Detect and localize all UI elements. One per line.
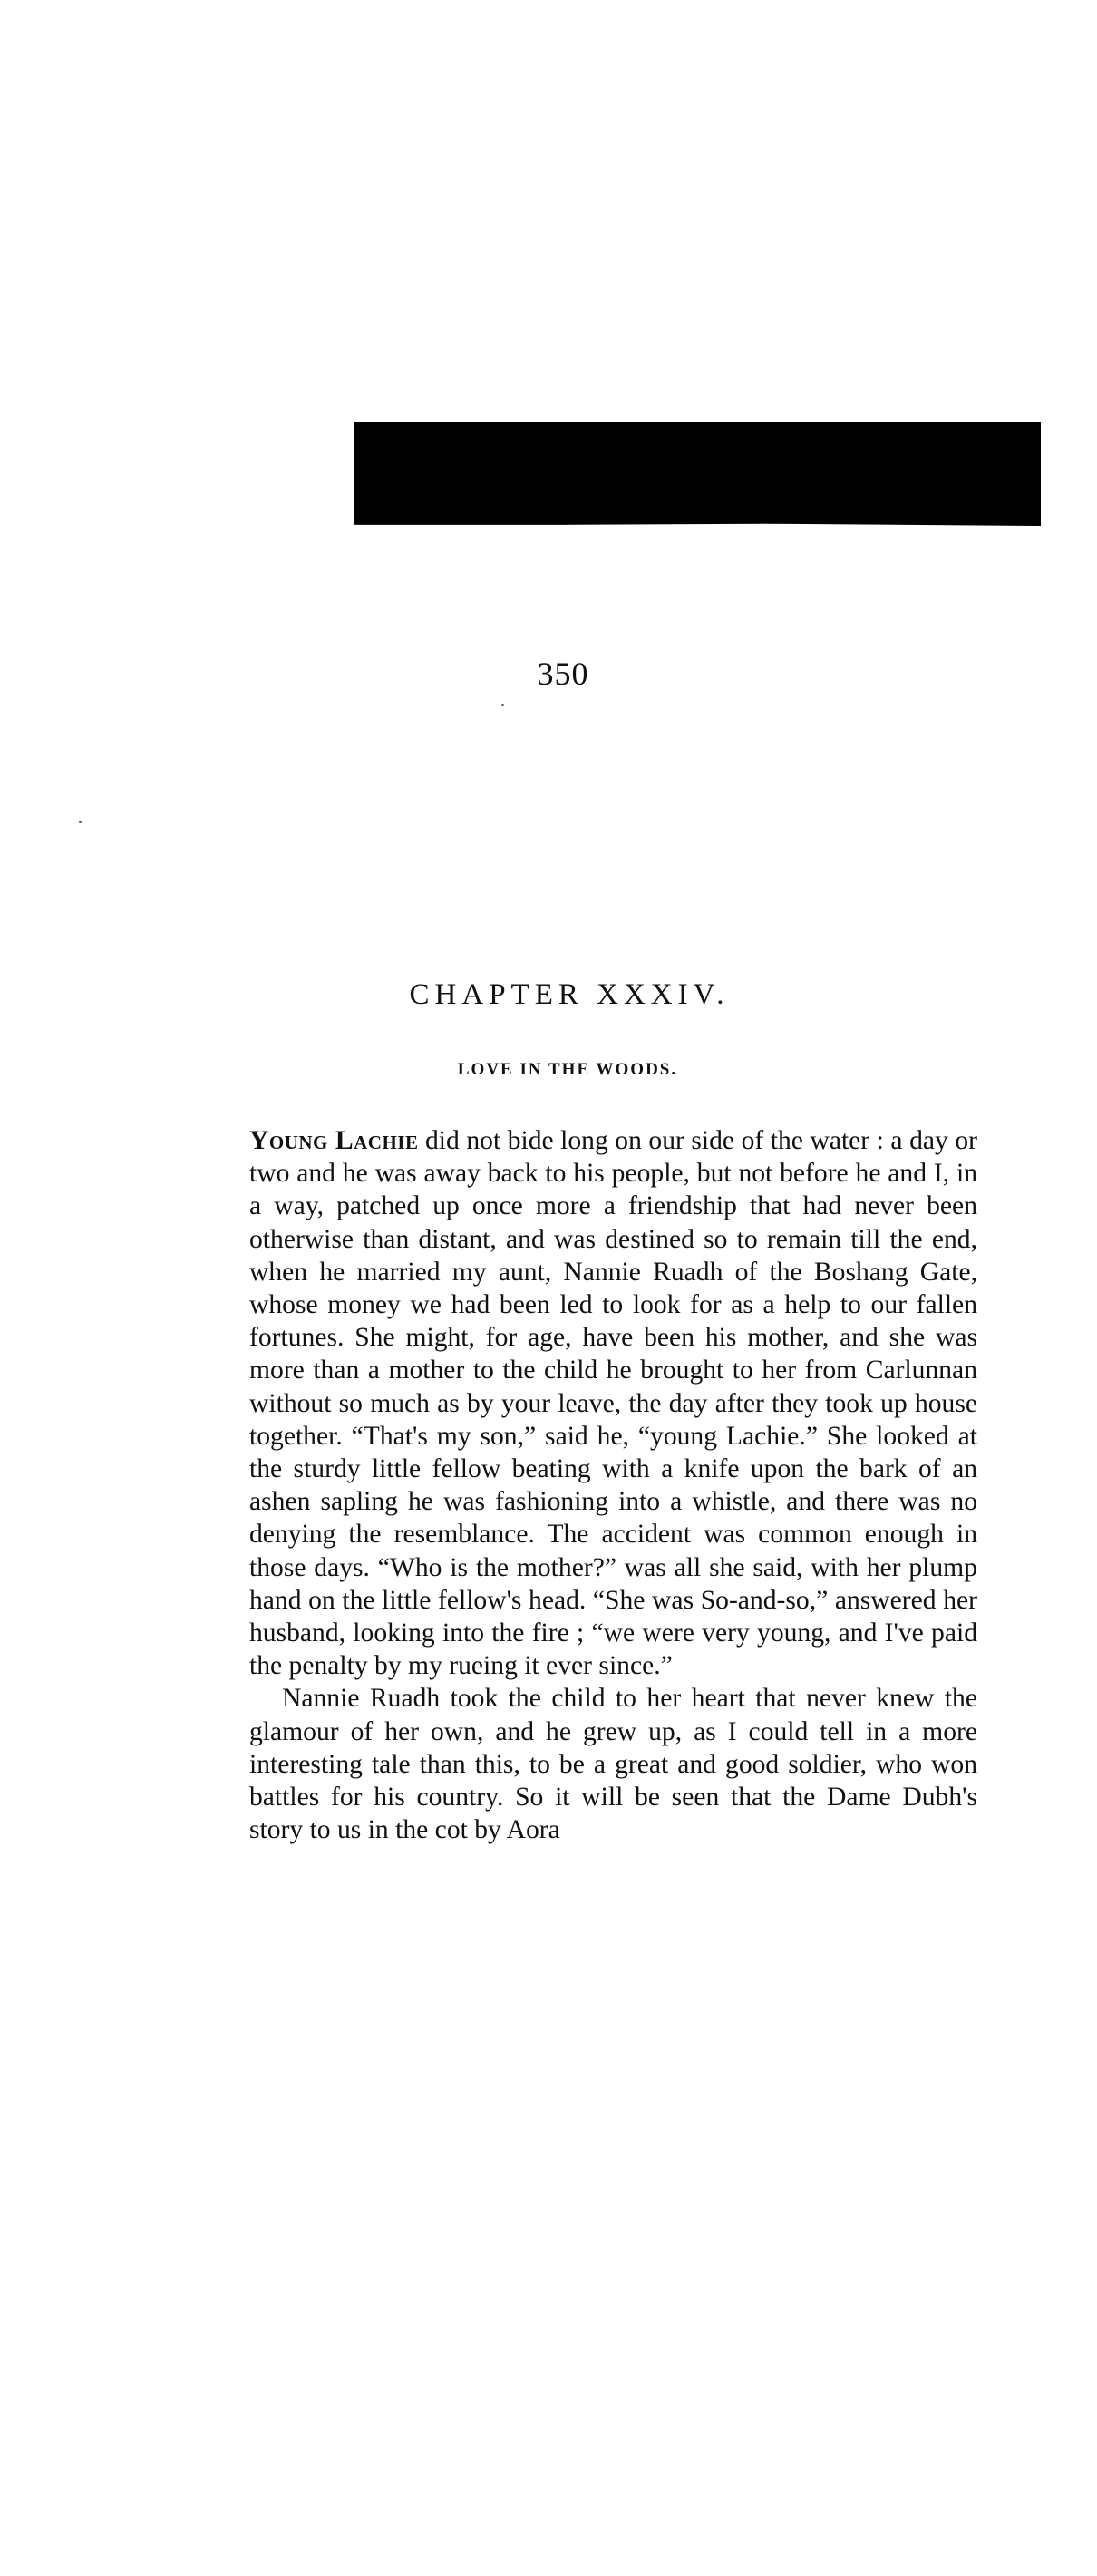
paragraph: Nannie Ruadh took the child to her heart that never knew the glamour of her own, and he grew up, as I could tell in a more interesting tale than this, to be a great and good soldier, who won battles for his country. So it will be seen that the Dame Dubh's story to us in the cot by Aora xyxy=(249,1684,977,1845)
body-text xyxy=(249,1124,977,1846)
page-number: 350 xyxy=(537,656,589,692)
chapter-title: CHAPTER XXXIV. xyxy=(409,978,730,1011)
paragraph xyxy=(249,1124,977,1682)
redaction-bar xyxy=(354,422,1041,526)
scan-speck xyxy=(501,704,504,706)
opening-words: Young Lachie xyxy=(249,1126,419,1155)
scan-speck xyxy=(79,821,82,823)
chapter-subtitle: LOVE IN THE WOODS. xyxy=(457,1060,678,1079)
paragraph-text: did not bide long on our side of the water : a day or two and he was away back to his people, but not before he and I, in a way, patched up once more a friendship that had never been otherwise than distant, and was destined so to remain till the end, when he married my aunt, Nannie Ruadh of the Boshang Gate, whose money we had been led to look for as a help to our fallen fortunes. She might, for age, have been his mother, and she was more than a mother to the child he brought to her from Carlunnan without so much as by your leave, the day after they took up house together. “That's my son,” said he, “young Lachie.” She looked at the sturdy little fellow beating with a knife upon the bark of an ashen sapling he was fashioning into a whistle, and there was no denying the resemblance. The accident was common enough in those days. “Who is the mother?” was all she said, with her plump hand on the little fellow's head. “She was So-and-so,” answered her husband, looking into the fire ; “we were very young, and I've paid the penalty by my rueing it ever since.” xyxy=(249,1126,977,1681)
